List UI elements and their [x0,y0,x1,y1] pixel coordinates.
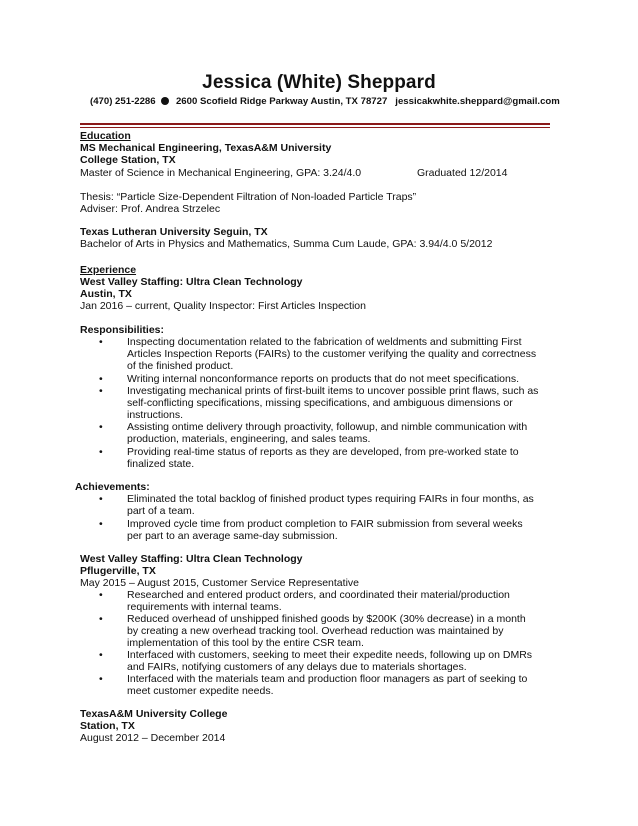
list-item: Improved cycle time from product completion to FAIR submission from several weeks per part to an average same-day submission. [127,518,523,542]
list-item: Writing internal nonconformance reports on products that do not meet specifications. [127,373,520,385]
tlu-school: Texas Lutheran University Seguin, TX [80,226,268,238]
list-item: Investigating mechanical prints of first-built items to uncover possible print flaws, such as self-conflicting specifications, missing specifications, and ambiguous dimensions or instructions. [127,385,539,421]
list-bullet: • [99,385,103,397]
ms-location: College Station, TX [80,154,176,166]
list-bullet: • [99,421,103,433]
ms-graduated: Graduated 12/2014 [417,167,508,179]
list-bullet: • [99,373,103,385]
email-address: jessicakwhite.sheppard@gmail.com [395,96,560,107]
list-bullet: • [99,518,103,530]
header-divider [80,123,550,125]
job1-achievements-heading: Achievements: [75,481,150,493]
list-item: Interfaced with the materials team and production floor managers as part of seeking to meet customer expedite needs. [127,673,528,697]
education-heading: Education [80,130,131,142]
list-item: Providing real-time status of reports as they are developed, from pre-worked state to finalized state. [127,446,519,470]
header-divider-thin [80,127,550,128]
contact-line [90,96,560,107]
list-bullet: • [99,336,103,348]
list-bullet: • [99,589,103,601]
job1-role: Jan 2016 – current, Quality Inspector: First Articles Inspection [80,300,366,312]
list-item: Assisting ontime delivery through proactivity, followup, and nimble communication with production, materials, engineering, and sales teams. [127,421,528,445]
job3-location: Station, TX [80,720,135,732]
list-item: Inspecting documentation related to the fabrication of weldments and submitting First Articles Inspection Reports (FAIRs) to the customer verifying the quality and correctness of the finished product. [127,336,537,372]
thesis: Thesis: “Particle Size-Dependent Filtration of Non-loaded Particle Traps” [80,191,417,203]
experience-heading: Experience [80,264,137,276]
job3-employer: TexasA&M University College [80,708,228,720]
adviser: Adviser: Prof. Andrea Strzelec [80,203,221,215]
list-bullet: • [99,649,103,661]
job2-location: Pflugerville, TX [80,565,156,577]
ms-detail: Master of Science in Mechanical Engineering, GPA: 3.24/4.0 [80,167,362,179]
job1-responsibilities-heading: Responsibilities: [80,324,165,336]
list-item: Interfaced with customers, seeking to meet their expedite needs, following up on DMRs and FAIRs, notifying customers of any delays due to materials shortages. [127,649,533,673]
list-bullet: • [99,613,103,625]
job1-location: Austin, TX [80,288,132,300]
job3-role: August 2012 – December 2014 [80,732,226,744]
job2-employer: West Valley Staffing: Ultra Clean Technology [80,553,303,565]
bullet-dot-icon [161,97,169,105]
ms-degree: MS Mechanical Engineering, TexasA&M University [80,142,332,154]
address: 2600 Scofield Ridge Parkway Austin, TX 78727 [175,96,388,107]
list-item: Researched and entered product orders, and coordinated their material/production requirements with internal teams. [127,589,510,613]
list-bullet: • [99,673,103,685]
candidate-name: Jessica (White) Sheppard [202,72,436,93]
list-bullet: • [99,493,103,505]
job1-employer: West Valley Staffing: Ultra Clean Technology [80,276,303,288]
job2-role: May 2015 – August 2015, Customer Service Representative [80,577,359,589]
list-bullet: • [99,446,103,458]
phone-number: (470) 251-2286 [90,96,156,107]
list-item: Reduced overhead of unshipped finished goods by $200K (30% decrease) in a month by creating a new overhead tracking tool. Overhead reduction was maintained by implementation of this tool by the entire CSR team. [127,613,526,649]
list-item: Eliminated the total backlog of finished product types requiring FAIRs in four months, as part of a team. [127,493,534,517]
tlu-detail: Bachelor of Arts in Physics and Mathematics, Summa Cum Laude, GPA: 3.94/4.0 5/2012 [80,238,493,250]
